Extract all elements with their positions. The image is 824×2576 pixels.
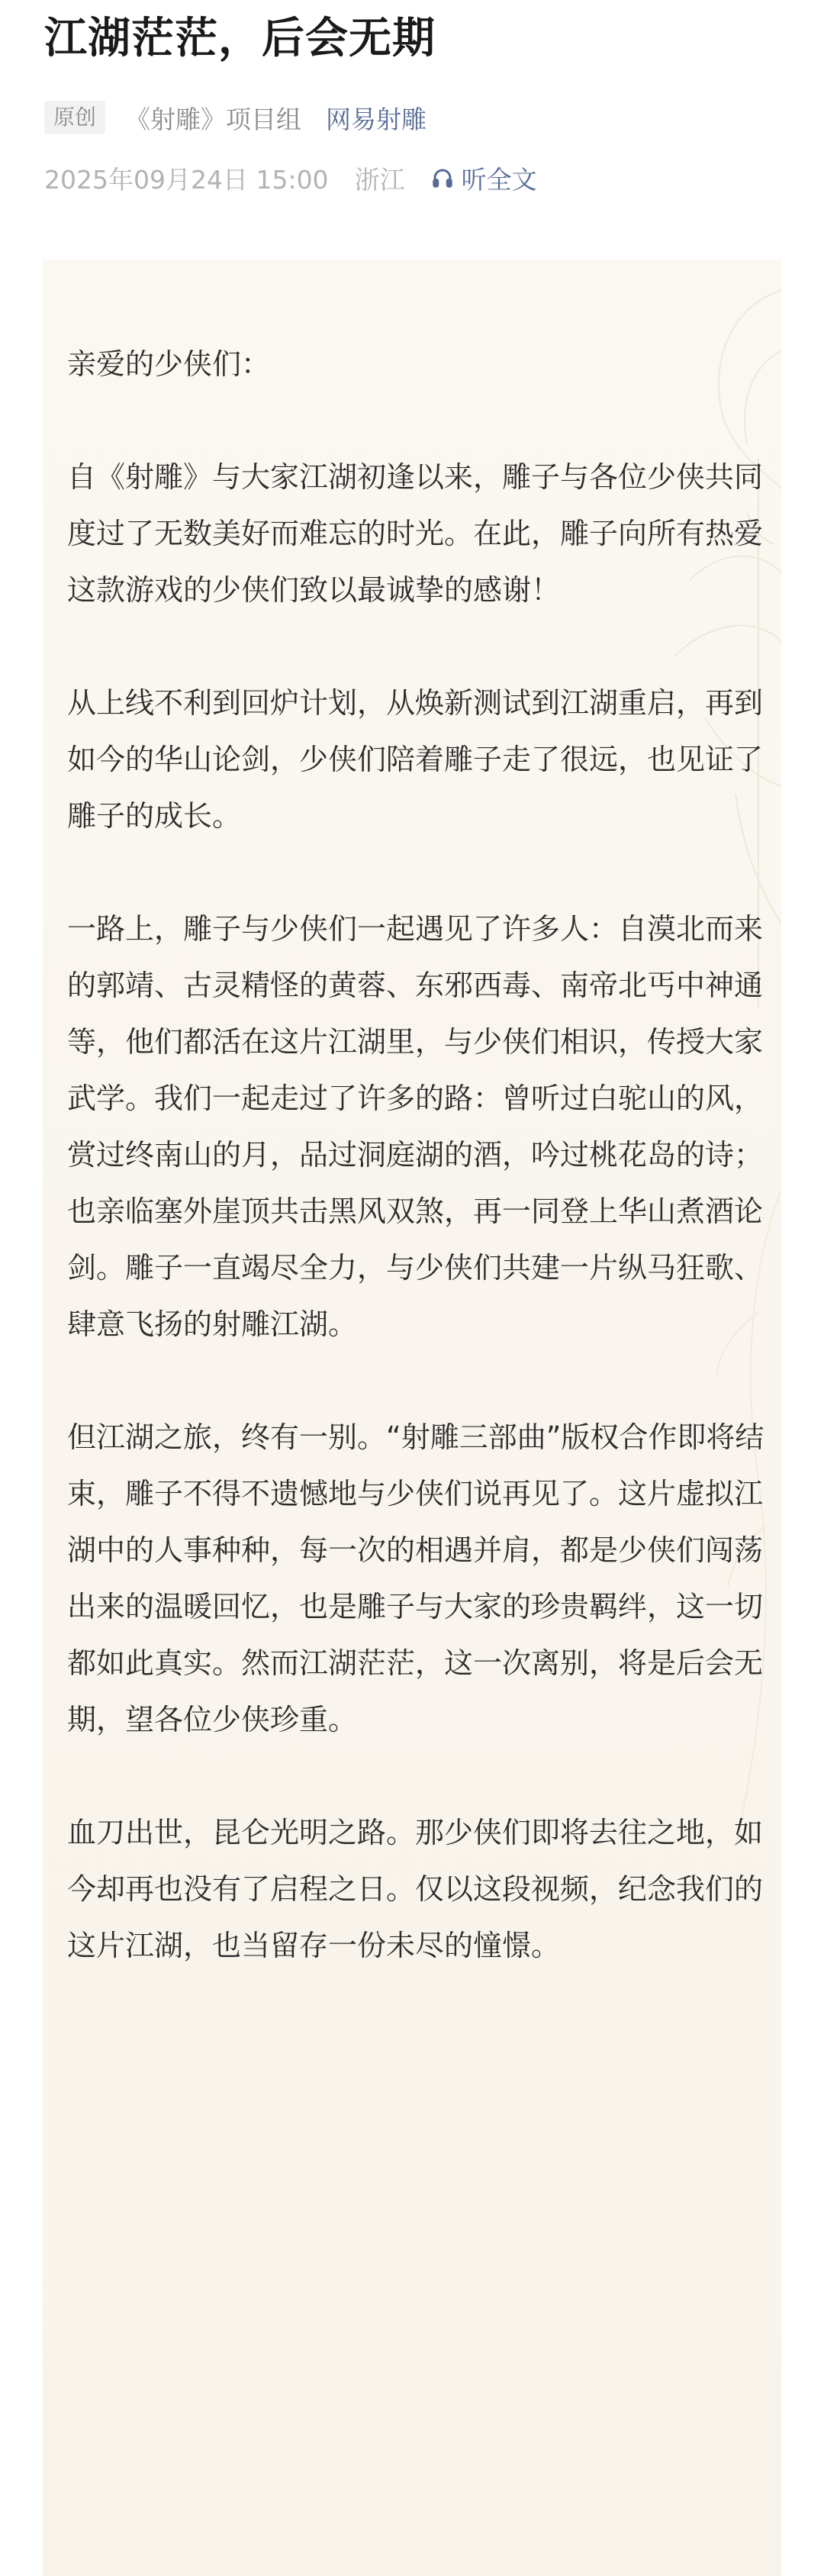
article-header xyxy=(0,0,824,260)
article-meta-time xyxy=(44,156,537,199)
paragraph-5: 血刀出世，昆仑光明之路。那少侠们即将去往之地，如今却再也没有了启程之日。仅以这段视频，纪念我们的这片江湖，也当留存一份未尽的憧憬。 xyxy=(67,1816,764,1962)
account-name-link[interactable]: 网易射雕 xyxy=(326,104,427,134)
article-title: 江湖茫茫，后会无期 xyxy=(44,14,436,63)
paragraph-1: 自《射雕》与大家江湖初逢以来，雕子与各位少侠共同度过了无数美好而难忘的时光。在此，雕子向所有热爱这款游戏的少侠们致以最诚挚的感谢！ xyxy=(67,460,764,607)
listen-full-text-button[interactable] xyxy=(431,160,537,196)
source-name: 《射雕》项目组 xyxy=(125,104,302,134)
paragraph-4: 但江湖之旅，终有一别。“射雕三部曲”版权合作即将结束，雕子不得不遗憾地与少侠们说再见了。这片虚拟江湖中的人事种种，每一次的相遇并肩，都是少侠们闯荡出来的温暖回忆，也是雕子与大家的珍贵羁绊，这一切都如此真实。然而江湖茫茫，这一次离别，将是后会无期，望各位少侠珍重。 xyxy=(67,1420,764,1736)
paragraph-2: 从上线不利到回炉计划，从焕新测试到江湖重启，再到如今的华山论剑，少侠们陪着雕子走了很远，也见证了雕子的成长。 xyxy=(67,686,764,833)
greeting-paragraph: 亲爱的少侠们： xyxy=(67,347,271,381)
article-body-text xyxy=(67,336,777,2030)
paragraph-3: 一路上，雕子与少侠们一起遇见了许多人：自漠北而来的郭靖、古灵精怪的黄蓉、东邪西毒、南帝北丐中神通等，他们都活在这片江湖里，与少侠们相识，传授大家武学。我们一起走过了许多的路：曾听过白驼山的风，赏过终南山的月，品过洞庭湖的酒，吟过桃花岛的诗；也亲临塞外崖顶共击黑风双煞，再一同登上华山煮酒论剑。雕子一直竭尽全力，与少侠们共建一片纵马狂歌、肆意飞扬的射雕江湖。 xyxy=(67,912,764,1341)
headphones-icon xyxy=(431,166,454,189)
listen-label: 听全文 xyxy=(461,164,537,195)
publish-location: 浙江 xyxy=(354,164,405,195)
article-content xyxy=(43,260,781,2576)
publish-time: 2025年09月24日 15:00 xyxy=(44,164,329,195)
original-badge: 原创 xyxy=(44,101,105,134)
article-meta-source xyxy=(44,96,426,139)
